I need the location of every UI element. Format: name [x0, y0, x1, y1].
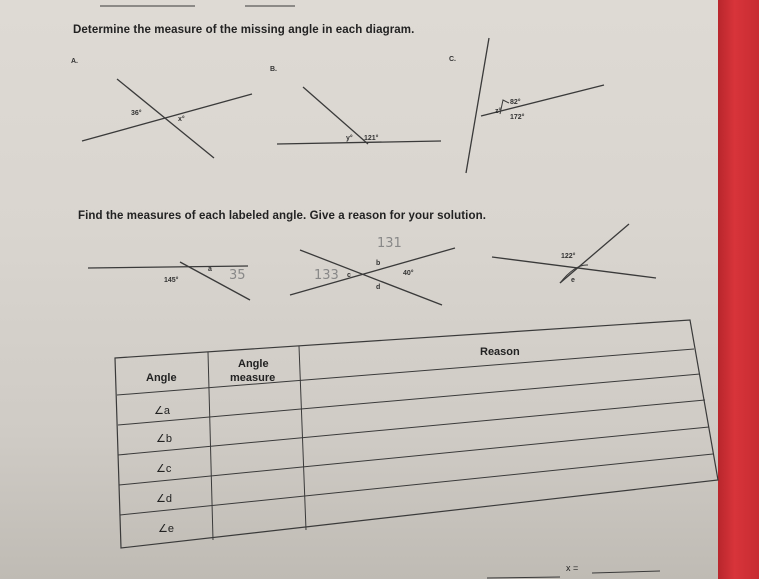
table-header-measure-line2: measure	[230, 372, 276, 384]
table-header-reason: Reason	[480, 346, 520, 358]
diagram-b-label: B.	[270, 66, 277, 73]
diagram-c-known-angle-2: 172°	[510, 114, 525, 121]
diagram-c-known-angle-1: 82°	[510, 99, 521, 106]
diagram2-label-d: d	[376, 284, 381, 291]
table-row-angle-d: ∠d	[156, 493, 172, 505]
diagram2-known-angle: 40°	[403, 270, 414, 277]
diagram2-handwritten-top: 131	[377, 236, 402, 251]
diagram-c-unknown-angle: z°	[495, 108, 502, 115]
diagram-b-known-angle: 121°	[364, 135, 379, 142]
diagram1-handwritten-answer: 35	[229, 268, 246, 283]
x-answer-label: x =	[566, 563, 579, 573]
diagram3-label-e: e	[571, 277, 575, 284]
diagram-b-unknown-angle: y°	[346, 135, 353, 142]
diagram2-label-c: c	[347, 272, 351, 279]
instruction-missing-angle: Determine the measure of the missing angle in each diagram.	[73, 24, 415, 36]
diagram1-label-a: a	[208, 266, 212, 273]
table-header-angle: Angle	[146, 372, 177, 384]
table-row-angle-e: ∠e	[158, 523, 174, 535]
diagram-c-label: C.	[449, 56, 456, 63]
diagram2-handwritten-left: 133	[314, 268, 339, 283]
diagram-a-label: A.	[71, 58, 78, 65]
table-row-angle-c: ∠c	[156, 463, 172, 475]
table-header-measure-line1: Angle	[238, 358, 269, 370]
table-row-angle-a: ∠a	[154, 405, 170, 417]
table-row-angle-b: ∠b	[156, 433, 172, 445]
diagram-a-known-angle: 36°	[131, 110, 142, 117]
diagram1-known-angle: 145°	[164, 277, 179, 284]
instruction-labeled-angles: Find the measures of each labeled angle. Give a reason for your solution.	[78, 210, 486, 222]
diagram3-known-angle: 122°	[561, 253, 576, 260]
diagram2-label-b: b	[376, 260, 381, 267]
diagram-a-unknown-angle: x°	[178, 116, 185, 123]
